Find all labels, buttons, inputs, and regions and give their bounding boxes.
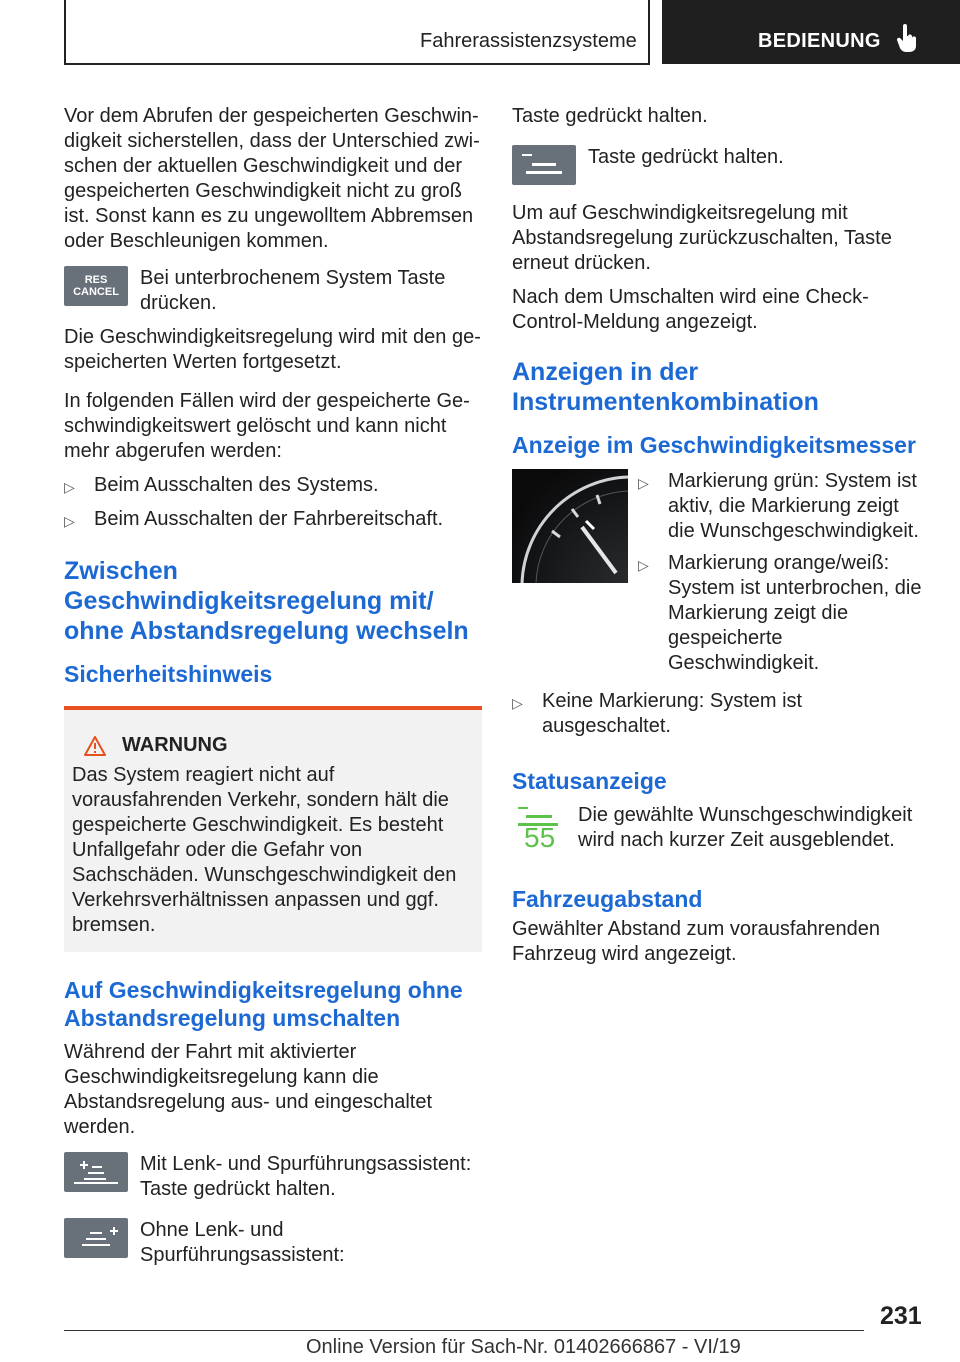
- triangle-bullet-icon: ▷: [638, 475, 649, 491]
- subheading-switch-to: Auf Geschwindigkeitsregelung ohne Abstandsregelung umschalten: [64, 977, 463, 1031]
- page-number: 231: [880, 1302, 922, 1330]
- status-speed-value: 55: [524, 822, 556, 853]
- res-label: RES: [84, 274, 108, 286]
- subheading-speedometer: Anzeige im Geschwindigkeitsmesser: [512, 432, 916, 458]
- triangle-bullet-icon: ▷: [638, 557, 649, 573]
- header-left-rule: [64, 0, 66, 64]
- speedometer-list: [638, 469, 930, 683]
- header-bottom-rule: [64, 63, 650, 65]
- triangle-bullet-icon: ▷: [64, 479, 75, 495]
- distance-button-icon: [64, 1218, 128, 1258]
- cancel-label: CANCEL: [73, 286, 119, 298]
- subheading-safety: Sicherheitshinweis: [64, 661, 273, 687]
- footer-rule: [64, 1330, 864, 1331]
- paragraph-hold: Taste gedrückt halten.: [512, 105, 708, 127]
- list-item: [512, 689, 930, 739]
- hand-pointer-icon: [894, 24, 920, 59]
- header-section-title: Fahrerassistenzsysteme: [420, 30, 637, 52]
- list-item-text: Keine Markierung: System ist ausgeschaltet.: [542, 690, 803, 737]
- warning-title: [72, 734, 474, 757]
- list-item-text: Markierung orange/weiß: System ist unterbrochen, die Markierung zeigt die gespeicherte Geschwindigkeit.: [668, 552, 922, 674]
- paragraph-deleted-cases: In folgenden Fällen wird der gespeicherte Geschwindigkeitswert gelöscht und kann nicht mehr abgerufen werden:: [64, 390, 470, 462]
- left-column: [64, 104, 482, 1277]
- with-assist-row: [64, 1152, 482, 1202]
- warning-box: [64, 706, 482, 952]
- list-item: [638, 551, 930, 676]
- warning-triangle-icon: [84, 736, 106, 756]
- warning-text: Das System reagiert nicht auf vorausfahrenden Verkehr, sondern hält die gespeicherte Geschwindigkeit. Es besteht Unfallgefahr oder die Gefahr von Sachschäden. Wunschgeschwindigkeit den Verkehrsverhältnissen anpassen und ggf. bremsen.: [72, 764, 457, 936]
- with-assist-text: Mit Lenk- und Spurführungsassistent: Taste gedrückt halten.: [140, 1153, 472, 1200]
- res-cancel-text: Bei unterbrochenem System Taste drücken.: [140, 267, 446, 314]
- hold-row: [512, 145, 930, 185]
- hold-text: Taste gedrückt halten.: [588, 146, 784, 168]
- paragraph-resume: Die Geschwindigkeitsregelung wird mit den gespeicherten Werten fortgesetzt.: [64, 326, 481, 373]
- status-speed-icon: [512, 803, 568, 855]
- paragraph-toggle-distance: Während der Fahrt mit aktivierter Geschwindigkeitsregelung kann die Abstandsregelung aus- und eingeschaltet werden.: [64, 1041, 433, 1138]
- warning-title-text: WARNUNG: [122, 734, 228, 756]
- footer-online-version: Online Version für Sach-Nr. 01402666867 - VI/19: [306, 1336, 741, 1358]
- right-column: [512, 104, 930, 976]
- list-item: [638, 469, 930, 544]
- status-text: Die gewählte Wunschgeschwindigkeit wird nach kurzer Zeit ausgeblendet.: [578, 804, 913, 851]
- distance-minus-button-icon: [512, 145, 576, 185]
- subheading-distance: Fahrzeugabstand: [512, 886, 703, 912]
- triangle-bullet-icon: ▷: [512, 695, 523, 711]
- speedometer-image: [512, 469, 628, 583]
- res-cancel-button-icon: [64, 266, 128, 306]
- section-heading-switch: Zwischen Geschwindigkeitsregelung mit/ ohne Abstandsregelung wechseln: [64, 557, 469, 645]
- subheading-status: Statusanzeige: [512, 768, 667, 794]
- section-heading-display: Anzeigen in der Instrumentenkombination: [512, 358, 819, 416]
- status-row: [512, 803, 930, 855]
- speedometer-block: [512, 469, 930, 683]
- res-cancel-row: [64, 266, 482, 316]
- paragraph-distance: Gewählter Abstand zum vorausfahrenden Fahrzeug wird angezeigt.: [512, 918, 880, 965]
- distance-plus-button-icon: [64, 1152, 128, 1192]
- header-chapter-tab[interactable]: [662, 0, 960, 64]
- without-assist-row: [64, 1218, 482, 1268]
- list-item: [64, 473, 482, 500]
- paragraph-after-switch: Nach dem Umschalten wird eine Check-Control-Meldung angezeigt.: [512, 286, 869, 333]
- list-item-text: Markierung grün: System ist aktiv, die Markierung zeigt die Wunschgeschwindigkeit.: [668, 470, 919, 542]
- paragraph-recall-warning: Vor dem Abrufen der gespeicherten Geschwindigkeit sicherstellen, dass der Unterschied zwischen der aktuellen Geschwindigkeit und der gespeicherten Geschwindigkeit nicht zu groß ist. Sonst kann es zu ungewolltem Abbremsen oder Beschleunigen kommen.: [64, 105, 480, 252]
- triangle-bullet-icon: ▷: [64, 513, 75, 529]
- list-item-text: Beim Ausschalten des Systems.: [94, 474, 379, 496]
- header-mid-rule: [648, 0, 650, 64]
- list-item-text: Beim Ausschalten der Fahrbereitschaft.: [94, 508, 444, 530]
- paragraph-switch-back: Um auf Geschwindigkeitsregelung mit Abstandsregelung zurückzuschalten, Taste erneut drücken.: [512, 202, 892, 274]
- header-chapter-label: BEDIENUNG: [758, 30, 881, 52]
- without-assist-text: Ohne Lenk- und Spurführungsassistent:: [140, 1219, 345, 1266]
- list-item: [64, 507, 482, 534]
